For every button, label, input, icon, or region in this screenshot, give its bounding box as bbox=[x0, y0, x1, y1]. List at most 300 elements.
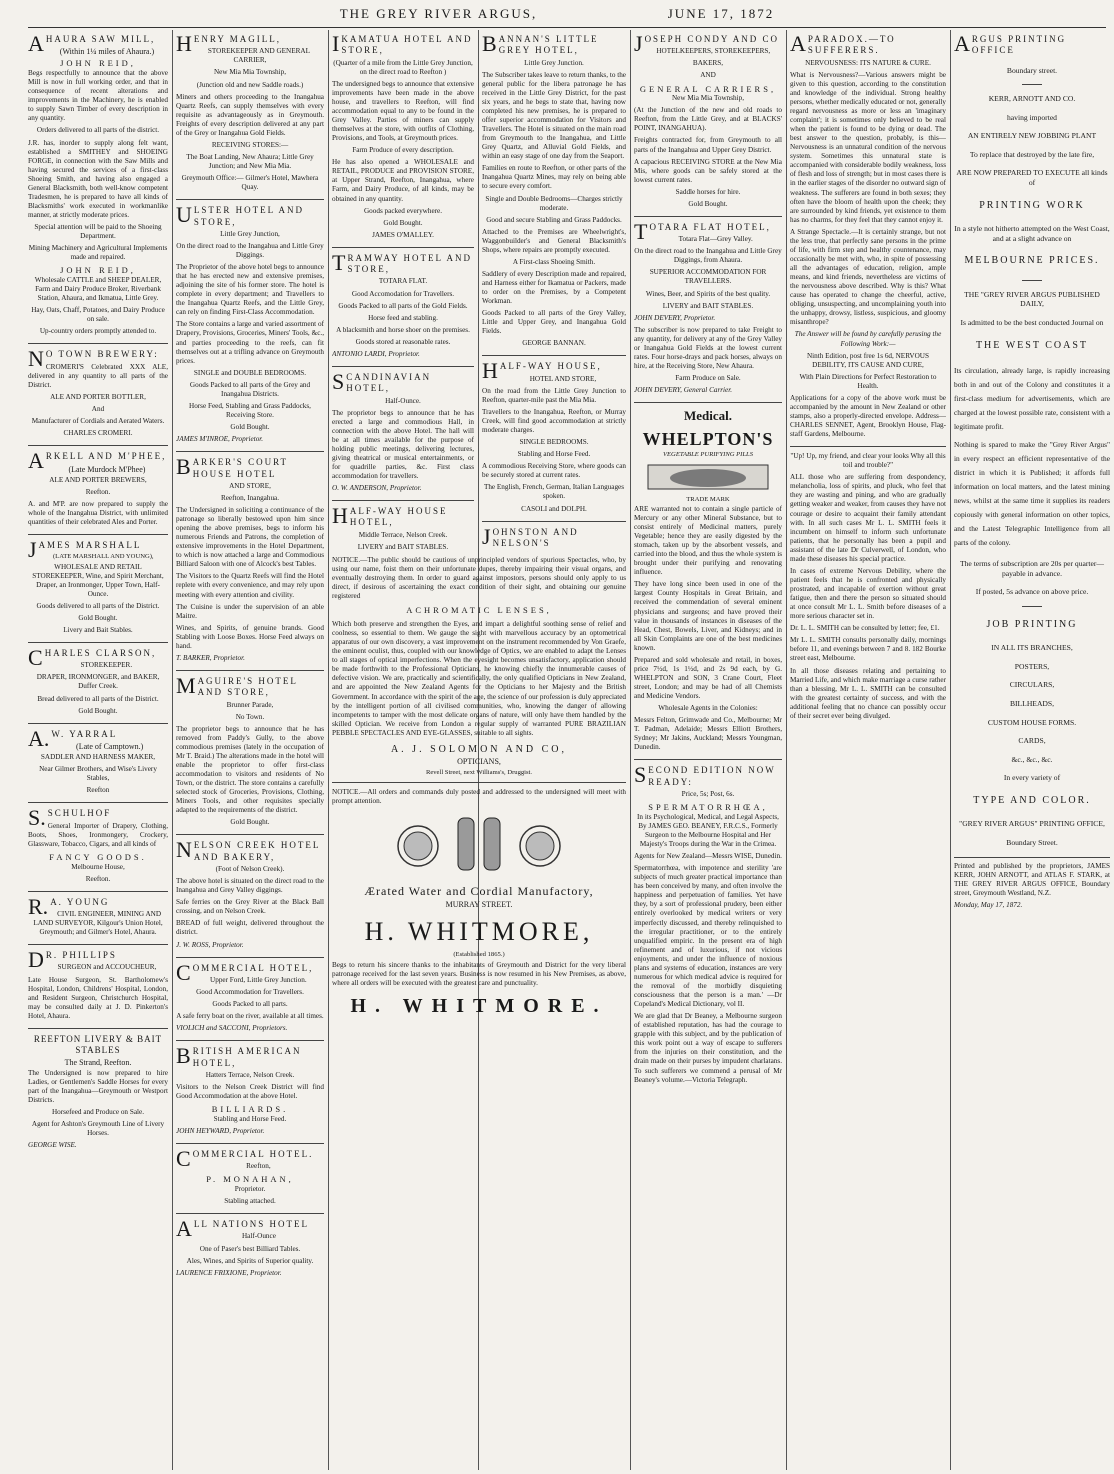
ad-phillips bbox=[28, 947, 168, 1029]
ad-body: Stabling and Horse Feed. bbox=[213, 1114, 287, 1123]
body-text: In a style not hitherto attempted on the West Coast, and at a slight advance on bbox=[954, 224, 1110, 243]
ad-ikamatua bbox=[332, 34, 474, 248]
ad-body: Miners and others proceeding to the Inangahua Quartz Reefs, can supply themselves with every requisite as advantageously as in Greymouth. Freights of every description delivered at any part of the Grey or Inangahua Gold Fields. bbox=[176, 92, 324, 137]
ad-body: Melbourne House, bbox=[71, 862, 125, 871]
ad-body: SINGLE BEDROOMS. bbox=[519, 438, 589, 447]
ad-body: Gold Bought. bbox=[688, 199, 728, 208]
ad-body: Wholesale Agents in the Colonies: bbox=[658, 704, 758, 713]
ad-name: P. MONAHAN, bbox=[206, 1174, 294, 1185]
divider bbox=[1022, 84, 1042, 85]
ad-body: Good Accomodation for Travellers. bbox=[351, 289, 455, 298]
ad-body: Goods Packed to all parts of the Grey and Inangahua Districts. bbox=[189, 380, 311, 398]
ad-body: Gold Bought. bbox=[383, 218, 423, 227]
body-text: Its circulation, already large, is rapidly increasing both in and out of the Colony and constitutes it a first-class medium for advertisements, which are charged at the lowest possible rate, consistent with a legitimate profit. bbox=[954, 366, 1110, 432]
ad-body: STOREKEEPER. bbox=[80, 661, 133, 670]
column-rule bbox=[786, 30, 787, 1470]
top-rule bbox=[28, 27, 1106, 28]
ad-body: Farm Produce on Sale. bbox=[675, 374, 741, 383]
ad-british-american bbox=[176, 1043, 324, 1144]
ad-body: LIVERY and BAIT STABLES. bbox=[662, 301, 754, 310]
ad-body: The Store contains a large and varied assortment of Drapery, Provisions, Groceries, Miners' Tools, &c., and parties proceeding to the reefs, can fit themselves out at a trifling advance on Greymouth prices. bbox=[176, 320, 324, 365]
ad-body: Gold Bought. bbox=[78, 706, 118, 715]
ad-heading: DR. PHILLIPS bbox=[28, 947, 117, 973]
ad-body: Visitors to the Nelson Creek District will find Good Accommodation at the above Hotel. bbox=[176, 1082, 324, 1100]
ad-body: Price, 5s; Post, 6s. bbox=[681, 790, 735, 799]
ad-body: Goods delivered to all parts of the District. bbox=[36, 601, 160, 610]
column-rule bbox=[630, 30, 631, 1470]
ad-heading: ACHROMATIC LENSES, bbox=[406, 605, 552, 616]
column-3 bbox=[332, 32, 474, 552]
ad-marshall bbox=[28, 536, 168, 643]
ad-body: NOTICE.—The public should be cautious of unprincipled vendors of spurious Spectacles, who, by using our name, foist them on their unfortunate dupes, thereby impairing their visual organs, and eventually destroying them. In order to guard against impostors, persons should only apply to us direct, if desirous of ascertaining the exact condition of their sight, and obtaining our genuine registered bbox=[332, 556, 626, 601]
ad-body: ALL those who are suffering from despondency, melancholia, loss of spirits, and pluck, who feel that they are wasting and pining, and who are gradually getting weaker and weaker, from causes they have not courage or desire to acquaint their family attendant with. In all such cases Mr L. L. SMITH feels it incumbent on himself to inform such unfortunate patients, that he personally has been a pupil and assistant of the late Dr Culverwell, of London, who made these diseases his special practice. bbox=[790, 473, 946, 563]
ad-heading: A.W. YARRAL bbox=[28, 725, 118, 751]
ad-body: With Plain Directions for Perfect Restoration to Health. bbox=[799, 372, 937, 390]
ad-body: SURGEON and ACCOUCHEUR, bbox=[57, 963, 157, 972]
ad-body: Ales, Wines, and Spirits of Superior quality. bbox=[186, 1256, 314, 1265]
office-street: Boundary Street. bbox=[1006, 837, 1058, 847]
ad-heading: NELSON CREEK HOTEL AND BAKERY, bbox=[176, 837, 321, 863]
ad-paradox bbox=[790, 34, 946, 447]
section-title-medical: Medical. bbox=[683, 408, 732, 424]
daily-title: THE "GREY RIVER ARGUS PUBLISHED DAILY, bbox=[964, 289, 1100, 309]
ad-ulster bbox=[176, 202, 324, 452]
ad-heading: COMMERCIAL HOTEL. bbox=[176, 1145, 314, 1171]
ad-name: FANCY GOODS. bbox=[49, 851, 147, 862]
heading-melbourne-prices: MELBOURNE PRICES. bbox=[964, 255, 1100, 267]
ad-heading: AHAURA SAW MILL, bbox=[28, 32, 156, 56]
column-1 bbox=[28, 32, 168, 1468]
ad-half-way-house bbox=[332, 503, 474, 552]
ad-body: Reefton. bbox=[85, 874, 111, 883]
ad-subtitle: (Late Murdock M'Phee) bbox=[68, 464, 146, 474]
ad-signature: T. BARKER, Proprietor. bbox=[176, 653, 245, 662]
ad-body: WHOLESALE AND RETAIL STOREKEEPER, Wine, and Spirit Merchant, Draper, an Ironmonger, Upper Town, Half-Ounce. bbox=[32, 562, 164, 598]
body-text: The terms of subscription are 20s per quarter—payable in advance. bbox=[959, 559, 1105, 578]
ad-body: Horsefeed and Produce on Sale. bbox=[51, 1107, 144, 1116]
ad-body: A Strange Spectacle.—It is certainly strange, but not the less true, that perfectly sane persons in the prime of life, with firm step and healthy countenance, may occasionally be met with, who, in spite of possessing all the advantages of education, religion, ample means, and kind friends, nevertheless are victims of the nervousness above described. Why is this? What cause has operated to change the cheerful, active, obliging, unsuspecting, and uncomplaining youth into the unhappy, drowsy, listless, suspicious, and gloomy misanthrope? bbox=[790, 227, 946, 327]
ad-body: (Foot of Nelson Creek). bbox=[215, 865, 285, 874]
ad-heading: HALF-WAY HOUSE HOTEL, bbox=[332, 503, 448, 529]
ad-bannan bbox=[482, 34, 626, 356]
column-rule bbox=[950, 30, 951, 1470]
ad-body: Up-country orders promptly attended to. bbox=[39, 327, 157, 336]
ad-body: New Mia Mia Township, bbox=[671, 94, 745, 103]
ad-body: Good Accommodation for Travellers. bbox=[196, 987, 304, 996]
ad-signature: JAMES M'INROE, Proprietor. bbox=[176, 435, 264, 444]
heading-printing-work: PRINTING WORK bbox=[979, 199, 1085, 211]
ad-body: AND STORE, bbox=[229, 481, 271, 490]
ad-name: A. J. SOLOMON AND CO, bbox=[390, 743, 568, 755]
ad-whelpton bbox=[634, 428, 782, 761]
ad-body: Single and Double Bedrooms—Charges strictly moderate. bbox=[485, 194, 623, 212]
ad-body: BREAD of full weight, delivered throughout the district. bbox=[176, 919, 324, 937]
ad-body: (Junction old and new Saddle roads.) bbox=[196, 80, 304, 89]
ad-body: BAKERS, bbox=[692, 59, 724, 68]
ad-body: In its Psychological, Medical, and Legal Aspects, By JAMES GEO. BEANEY, F.R.C.S., Formerly Surgeon to the Melbourne Hospital and Her Majesty's Troops during the War in the Crimea. bbox=[637, 812, 779, 849]
office-street: Boundary street. bbox=[1006, 65, 1058, 75]
ad-body: The Proprietor of the above hotel begs to announce that he has erected new and extensive premises, adjoining the site of his former store. The hotel is complete in every department; and Travellers to the Inangahua Quartz Reefs, and the Little Grey, can rely on finding First-Class Accommodation. bbox=[176, 263, 324, 317]
ad-body: Horse Feed, Stabling and Grass Paddocks, Receiving Store. bbox=[189, 401, 311, 419]
ad-arkell bbox=[28, 448, 168, 535]
ad-body: The Boat Landing, New Ahaura; Little Grey Junction; and New Mia Mia. bbox=[186, 152, 314, 171]
ad-body: Which both preserve and strengthen the Eyes, and impart a delightful soothing sense of relief and coolness, so essential to them. We gauge the sight with marvellous accuracy by an optometrical apparatus of our own discovery, a vast improvement on the instrument recommended by Von Graefe, the eminent oculist, thus, coupled with our knowledge of Optics, we are enabled to adapt the Lenses to all stages of optical imperfections. When the eyesight becomes unsatisfactory, application should be made forthwith to the Professional Opticians, he knowing chiefly the innumerable causes of defective vision. We are, practically and scientifically, the only qualified Opticians in New Zealand, and are appointed the New Zealand Agents for the Opticians to her Majesty and the British Government. In accordance with the spirit of the age, the science of our profession is duly appreciated by the intelligent portion of all civilised communities, who, knowing the danger of allowing incompetents to tamper with the most delicate organs of nature, will only have them handled by the skilled Optician. We receive from London a regular supply of warranted PURE BRAZILIAN PEBBLE SPECTACLES AND EYE-GLASSES, suitable to all sights. bbox=[332, 620, 626, 737]
ad-body: (Quarter of a mile from the Little Grey Junction, on the direct road to Reefton ) bbox=[333, 58, 473, 76]
ad-name: JOHN REID, bbox=[60, 265, 136, 276]
service-item: POSTERS, bbox=[1014, 661, 1050, 671]
ad-body: Agents for New Zealand—Messrs WISE, Dunedin. bbox=[634, 852, 782, 861]
ad-body: Freights contracted for, from Greymouth to all parts of the Inangahua and Upper Grey District. bbox=[634, 136, 782, 154]
ad-body: Mr L. L. SMITH consults personally daily, mornings before 11, and evenings between 7 and 8. 182 Bourke street east, Melbourne. bbox=[790, 636, 946, 663]
ad-body: No Town. bbox=[235, 712, 265, 721]
ad-heading: BANNAN'S LITTLE GREY HOTEL, bbox=[482, 32, 599, 56]
ad-signature: CASOLI and DOLPH. bbox=[521, 504, 587, 513]
ad-body: The proprietor begs to announce that he has erected a large and commodious Hall, in connection with the above Hotel. The hall will be at all times available for the purpose of holding public meetings, delivering lectures, giving theatrical or musical entertainments, or for quadrille parties, &c. First class accommodation for travellers. bbox=[332, 408, 474, 481]
column-7 bbox=[954, 32, 1110, 1468]
ad-signature: O. W. ANDERSON, Proprietor. bbox=[332, 484, 422, 493]
ad-body: Hay, Oats, Chaff, Potatoes, and Dairy Produce on sale. bbox=[31, 306, 165, 324]
ad-signature: J. W. ROSS, Proprietor. bbox=[176, 940, 244, 949]
ad-body: STOREKEEPER AND GENERAL CARRIER, bbox=[207, 47, 310, 65]
ad-body: TOTARA FLAT. bbox=[378, 277, 428, 286]
ad-schulhof bbox=[28, 805, 168, 891]
body-text: Is admitted to be the best conducted Journal on bbox=[960, 318, 1104, 328]
ad-young bbox=[28, 893, 168, 946]
ad-half-way-hotel bbox=[482, 358, 626, 521]
ad-heading: JOSEPH CONDY AND CO bbox=[634, 32, 779, 56]
ad-body: We are glad that Dr Beaney, a Melbourne surgeon of established reputation, has had the courage to grapple with this subject, and by the publication of this work point out a way of escape to sufferers from the injuries on their constitution, and the drain made on their purses by impudent charlatans. To such sufferers we commend a perusal of Mr Beaney's volume.—Victoria Telegraph. bbox=[634, 1012, 782, 1084]
ad-heading: JAMES MARSHALL bbox=[28, 536, 142, 562]
ad-signature: GEORGE BANNAN. bbox=[522, 339, 586, 348]
ad-subtitle: VEGETABLE PURIFYING PILLS bbox=[663, 451, 753, 459]
ad-footer-name: H. WHITMORE. bbox=[350, 995, 608, 1018]
divider bbox=[954, 857, 1110, 858]
ad-body: Good and secure Stabling and Grass Paddocks. bbox=[486, 215, 622, 224]
office-heading: ARGUS PRINTING OFFICE bbox=[954, 32, 1067, 56]
ad-signature: JAMES O'MALLEY. bbox=[372, 230, 434, 239]
ad-heading: R.A. YOUNG bbox=[28, 893, 110, 919]
ad-body: Travellers to the Inangahua, Reefton, or Murray Creek, will find good accommodation at strictly moderate charges. bbox=[482, 407, 626, 435]
body-text: Nothing is spared to make the "Grey River Argus" in every respect an efficient representative of the district in which it is Published; it affords full information on local matters, and the latest mining news, whilst at the same time it supplies its readers copiously with general information on other topics, and the Latest Telegraphic Intelligence from all parts of the colony. bbox=[954, 439, 1110, 547]
ad-body: J.R. has, inorder to supply along felt want, established a SMITHEY and SHOEING FORGE, in connection with the Saw Mills and having secured the services of a first-class Shoeing Smith, and having also engaged a General Blacksmith, both well-know competent Tradesmen, he is prepared to have all kinds of Blacksmiths' work executed in workmanlike manner, at strictly moderate prices. bbox=[28, 138, 168, 220]
ad-body: Little Grey Junction. bbox=[524, 58, 584, 67]
ad-heading: JOHNSTON AND NELSON'S bbox=[482, 523, 579, 549]
ad-body: ALE AND PORTER BOTTLER, bbox=[50, 392, 146, 401]
centre-ads bbox=[332, 556, 626, 1468]
ad-nelson-creek bbox=[176, 837, 324, 957]
ad-heading: S.SCHULHOF bbox=[28, 805, 112, 831]
ad-all-nations bbox=[176, 1216, 324, 1285]
ad-totara-flat bbox=[634, 218, 782, 403]
ad-body: Totara Flat—Grey Valley. bbox=[678, 235, 753, 244]
body-text: To replace that destroyed by the late fire, bbox=[969, 149, 1095, 159]
ad-body: Greymouth Office:— Gilmer's Hotel, Mawhera Quay. bbox=[181, 174, 319, 192]
ad-whitmore bbox=[332, 788, 626, 1020]
column-2 bbox=[176, 32, 324, 1468]
ad-body: Families en route to Reefton, or other parts of the Inangahua Quartz Mines, may rely on being able to secure every comfort. bbox=[482, 164, 626, 191]
ad-body: Gold Bought. bbox=[78, 613, 118, 622]
ad-body: Half-Ounce. bbox=[385, 396, 421, 405]
ad-body: New Mia Mia Township, bbox=[213, 68, 287, 77]
ad-signature: JOHN DEVERY, Proprietor. bbox=[634, 313, 716, 322]
ad-heading: MAGUIRE'S HOTEL AND STORE, bbox=[176, 672, 298, 698]
ad-body: The undersigned begs to announce that extensive improvements have been made in the above house, and travellers to Reefton, will find accommodation equal to any to be found in the Grey Valley. Parties of miners can supply themselves at the store, with outfits of Clothing, Provisions, and Tools, at Greymouth prices. bbox=[332, 79, 474, 143]
ad-commercial-reefton bbox=[176, 1145, 324, 1214]
ad-heading: HALF-WAY HOUSE, bbox=[482, 358, 602, 384]
ad-body: HOTELKEEPERS, STOREKEEPERS, bbox=[656, 47, 771, 56]
service-item: &c., &c., &c. bbox=[1011, 754, 1053, 764]
ad-body: Proprietor. bbox=[234, 1184, 266, 1193]
ad-body: On the road from the Little Grey Junction to Reefton, quarter-mile past the Mia Mia. bbox=[482, 386, 626, 404]
column-rule bbox=[172, 30, 173, 1470]
ad-body: SINGLE and DOUBLE BEDROOMS. bbox=[193, 368, 307, 377]
ad-signature: VIOLICH and SACCONI, Proprietors. bbox=[176, 1024, 288, 1033]
ad-no-town-brewery bbox=[28, 346, 168, 446]
ad-name: JOHN REID, bbox=[60, 58, 136, 69]
body-text: IN ALL ITS BRANCHES, bbox=[991, 643, 1073, 653]
ad-condy bbox=[634, 34, 782, 217]
ad-body: The Answer will be found by carefully perusing the Following Work:— bbox=[794, 330, 942, 348]
ad-body: On the direct road to the Inangahua and Little Grey Diggings. bbox=[176, 241, 324, 259]
ad-ahaura-saw-mill bbox=[28, 34, 168, 344]
ad-signature: JOHN DEVERY, General Carrier. bbox=[634, 386, 733, 395]
ad-name: H. WHITMORE, bbox=[364, 917, 594, 947]
ad-body: One of Paser's best Billiard Tables. bbox=[199, 1244, 301, 1253]
service-item: CIRCULARS, bbox=[1009, 680, 1055, 690]
medals-illustration bbox=[394, 810, 564, 880]
masthead-date: JUNE 17, 1872 bbox=[667, 6, 775, 21]
ad-body: Reefton. bbox=[85, 487, 111, 496]
ad-body: On the direct road to the Inangahua and Little Grey Diggings, from Ahaura. bbox=[634, 247, 782, 265]
ad-body: Spermatorrhœa, with impotence and sterility 'are subjects of much greater practical importance than has been conceived by many, and often involve the happiness and perpetuation of families. Yet have they, by a sort of professional prudery, been either entirely overlooked by medical writers or very imperfectly discussed, and thereby relinquished to the irregular practitioner, or to the entirely unqualified empiric. In the present era of high refinement and of luxurious, if not vicious enjoyments, and under the influence of noxious plans and systems of education, instances are very numerous for which medical advice is required for the removal of the morbidly disquieting consciousness that the person is a man.' —Dr Copeland's Medical Dictionary, vol II. bbox=[634, 864, 782, 1009]
ad-body: Special attention will be paid to the Shoeing Department. bbox=[34, 223, 162, 241]
ad-body: Gold Bought. bbox=[230, 423, 270, 432]
ad-heading: APARADOX.—TO SUFFERERS. bbox=[790, 32, 896, 56]
ad-body: Prepared and sold wholesale and retail, in boxes, price 7½d, 1s 1½d, and 2s 9d each, by G. WHELPTON and SON, 3 Crane Court, Fleet street, London; and may be had of all Chemists and Medicine Vendors. bbox=[634, 655, 782, 701]
ad-subtitle: (Within 1¼ miles of Ahaura.) bbox=[59, 47, 155, 57]
ad-scandinavian bbox=[332, 368, 474, 501]
ad-body: What is Nervousness?—Various answers might be given to this question, according to the constitution and knowledge of the individual. Strong healthy persons, whether medically educated or not, generally regard nervousness as more or less an 'imaginary complaint'; it is sometimes only believed to be real when the patient is found to be dying or dead. The best answer to the question, probably, is this—Nervousness is an unnatural condition of the nervous system. Sometimes this unnatural state is accompanied with considerable bodily weakness, loss of flesh and loss of strength; but in most cases there is in the earlier stages of the disorder no outward sign of weakness. The sufferers are found in both sexes; they often have the bloom of health upon the cheek; they are surrounded by kind friends, yet existence to them has no charms, for they feel that they cannot enjoy it. bbox=[790, 70, 946, 224]
trademark-label: TRADE MARK bbox=[686, 495, 730, 503]
ad-spermatorrhoea bbox=[634, 762, 782, 1091]
ad-body: Saddle horses for hire. bbox=[675, 187, 741, 196]
heading-type-color: TYPE AND COLOR. bbox=[973, 794, 1091, 806]
ad-body: The Undersigned in soliciting a continuance of the patronage so liberally bestowed upon him since opening the above premises, begs to inform his numerous Friends and Patrons, the completion of extensive improvements in the Hotel Department, to which is now attached a large and Commodious Billiard Saloon with one of Alcock's best Tables. bbox=[176, 505, 324, 569]
ad-address: Revell Street, next Williams's, Druggist. bbox=[425, 768, 533, 776]
ad-body: Manufacturer of Cordials and Aerated Waters. bbox=[31, 417, 165, 426]
ad-body: The above hotel is situated on the direct road to the Inangahua and Grey Valley diggings. bbox=[176, 877, 324, 895]
masthead-title: THE GREY RIVER ARGUS, bbox=[339, 6, 538, 21]
bottle-icon bbox=[484, 818, 500, 870]
ad-body: The subscriber is now prepared to take Freight to any quantity, for delivery at any of the Grey Valley or Inangahua Gold Fields at the lowest current rates. Four horse-drays and pack horses, always on hire, at the Receiving Store, New Ahaura. bbox=[634, 325, 782, 370]
ad-solomon-opticians bbox=[332, 556, 626, 783]
ad-body: Safe ferries on the Grey River at the Black Ball crossing, and on Nelson Creek. bbox=[176, 898, 324, 916]
ad-name: GENERAL CARRIERS, bbox=[639, 83, 777, 94]
ad-body: The Undersigned is now prepared to hire Ladies, or Gentlemen's Saddle Horses for every part of the Inangahua—Greymouth or Westport Districts. bbox=[28, 1068, 168, 1104]
ad-name: BILLIARDS. bbox=[211, 1104, 289, 1115]
ad-subtitle: The Strand, Reefton. bbox=[64, 1057, 132, 1067]
ad-subtitle: MURRAY STREET. bbox=[445, 900, 513, 910]
ad-name: SPERMATORRHŒA, bbox=[648, 802, 768, 813]
ad-body: A blacksmith and horse shoer on the premises. bbox=[336, 325, 470, 334]
ad-heading: IKAMATUA HOTEL AND STORE, bbox=[332, 32, 473, 56]
ad-body: A safe ferry boat on the river, available at all times. bbox=[176, 1012, 324, 1021]
ad-body: Wines, Beer, and Spirits of the best quality. bbox=[645, 289, 771, 298]
body-text: having imported bbox=[1007, 112, 1057, 122]
ad-body: A First-class Shoeing Smith. bbox=[512, 257, 596, 266]
ad-body: Begs to return his sincere thanks to the inhabitants of Greymouth and District for the very liberal patronage received for the last seven years. Business is now resumed in his New Premises, as above, where all orders will be executed with the greatest care and punctuality. bbox=[332, 961, 626, 988]
body-text: ARE NOW PREPARED TO EXECUTE all kinds of bbox=[956, 168, 1108, 188]
ad-body: NOTICE.—All orders and commands duly posted and addressed to the undersigned will meet with prompt attention. bbox=[332, 787, 626, 805]
ad-body: General Importer of Drapery, Clothing, Boots, Shoes, Ironmongery, Crockery, Glassware, Tobacco, Cigars, and all kinds of bbox=[28, 821, 168, 848]
ad-body: Saddlery of every Description made and repaired, and Harness either for Ikamatua or Packers, made to order on the Premises, by a Competent Workman. bbox=[482, 269, 626, 306]
ad-body: Attached to the Premises are Wheelwright's, Waggonbuilder's and General Blacksmith's Shops, where repairs are promptly executed. bbox=[482, 227, 626, 254]
heading-west-coast: THE WEST COAST bbox=[975, 339, 1089, 351]
ad-signature: JOHN HEYWARD, Proprietor. bbox=[176, 1126, 265, 1135]
ad-body: A. and M'P. are now prepared to supply the whole of the Inangahua District, with unlimited quantities of their celebrated Ales and Porter. bbox=[28, 499, 168, 526]
ad-body: SUPERIOR ACCOMMODATION FOR TRAVELLERS. bbox=[649, 268, 767, 286]
ad-heading: CHARLES CLARSON, bbox=[28, 644, 157, 670]
ad-body: Little Grey Junction, bbox=[220, 229, 280, 238]
ad-body: Bread delivered to all parts of the District. bbox=[37, 694, 159, 703]
ad-clarson bbox=[28, 644, 168, 724]
ad-body: Mining Machinery and Agricultural Implements made and repaired. bbox=[28, 244, 168, 262]
ad-body: Agent for Ashton's Greymouth Line of Livery Horses. bbox=[31, 1119, 165, 1137]
ad-body: Middle Terrace, Nelson Creek. bbox=[358, 530, 448, 539]
ad-body: Farm Produce of every description. bbox=[352, 146, 454, 155]
ad-signature: GEORGE WISE. bbox=[28, 1141, 77, 1150]
ad-body: Reefton bbox=[86, 786, 110, 795]
ad-body: In cases of extreme Nervous Debility, where the patient feels that he is confronted and physically prostrated, and incapable of exertion without great fatigue, then and there the person so situated should at once consult Mr L. L. Smith before diseases of a more serious character set in. bbox=[790, 566, 946, 621]
ad-body: Gold Bought. bbox=[230, 818, 270, 827]
ad-body: Goods Packed to all parts of the Gold Fields. bbox=[338, 301, 468, 310]
ad-quote: "Up! Up, my friend, and clear your looks Why all this toil and trouble?" bbox=[790, 452, 946, 470]
ad-heading: ARKELL AND M'PHEE, bbox=[28, 448, 167, 474]
ad-signature: CHARLES CROMERI. bbox=[63, 429, 133, 438]
ad-maguire bbox=[176, 672, 324, 835]
column-5 bbox=[634, 32, 782, 1468]
ad-body: Dr. L. L. SMITH can be consulted by letter; fee, £1. bbox=[790, 624, 940, 633]
ad-body: ARE warranted not to contain a single particle of Mercury or any other Mineral Substance, but to consist entirely of Medicinal matters, purely Vegetable; hence they are easily digested by the stomach, taken up by the absorbent vessels, and carried into the blood, and thus the whole system is brought under their purifying and renovating influence. bbox=[634, 504, 782, 577]
ad-tramway bbox=[332, 249, 474, 367]
lion-trademark-icon bbox=[638, 461, 778, 495]
ad-heading: SECOND EDITION NOW READY: bbox=[634, 762, 776, 788]
ad-body: In all those diseases relating and pertaining to Married Life, and which make marriage a curse rather than a blessing, Mr L. L. SMITH can be consulted with the greatest certainty of success, and with the additional feeling that no chance can possibly occur of their secret ever being divulged. bbox=[790, 666, 946, 720]
heading-job-printing: JOB PRINTING bbox=[986, 618, 1078, 630]
masthead bbox=[0, 6, 1114, 24]
ad-yarral bbox=[28, 725, 168, 804]
ad-body: Brunner Parade, bbox=[226, 700, 274, 709]
ad-body: CIVIL ENGINEER, MINING AND LAND SURVEYOR, Kilgour's Union Hotel, Greymouth; and Gilmer's Hotel, Ahaura. bbox=[33, 909, 163, 937]
column-6 bbox=[790, 32, 946, 1468]
ad-body: Stabling and Horse Feed. bbox=[517, 450, 591, 459]
ad-heading: BARKER'S COURT HOUSE HOTEL bbox=[176, 454, 288, 480]
ad-magill bbox=[176, 34, 324, 200]
service-item: CUSTOM HOUSE FORMS. bbox=[987, 717, 1077, 727]
ad-body: Wines, and Spirits, of genuine brands. Good Stabling with Loose Boxes. Horse Feed always on hand. bbox=[176, 623, 324, 650]
body-text: AN ENTIRELY NEW JOBBING PLANT bbox=[967, 131, 1097, 141]
divider bbox=[1022, 280, 1042, 281]
service-item: BILLHEADS, bbox=[1009, 698, 1055, 708]
ad-body: The Cuisine is under the supervision of an able Maitre. bbox=[176, 602, 324, 620]
body-text: If posted, 5s advance on above price. bbox=[975, 587, 1089, 597]
ad-body: Goods Packed to all parts of the Grey Valley, Little and Upper Grey, and Inangahua Gold Fields. bbox=[482, 309, 626, 336]
ad-body: Upper Ford, Little Grey Junction. bbox=[210, 975, 307, 984]
ad-body: Horse feed and stabling. bbox=[368, 313, 438, 322]
ad-body: The proprietor begs to announce that he has removed from Paddy's Gully, to the above commodious premises (lately in the occupation of Mr T. Braid.) The alterations made in the hotel will enable the proprietor to offer first-class accommodation to visitors and residents of No Town, or the district. The store contains a carefully selected stock of Groceries, Provisions, Clothing, Miners Tools, and other requisites specially adapted to the requirements of the district. bbox=[176, 724, 324, 815]
ad-body: Messrs Felton, Grimwade and Co., Melbourne; Mr T. Padman, Adelaide; Messrs Elliott Brothers, Sydney; Mr Jakins, Auckland; Messrs Youngman, Dunedin. bbox=[634, 716, 782, 752]
ad-body: The Visitors to the Quartz Reefs will find the Hotel replete with every convenience, and may rely upon meeting with every attention and civility. bbox=[176, 572, 324, 599]
ad-body: A capacious RECEIVING STORE at the New Mia Mis, where goods can be safely stored at the lowest current rates. bbox=[634, 157, 782, 184]
ad-reefton-livery bbox=[28, 1034, 168, 1157]
ad-body: Applications for a copy of the above work must be accompanied by the amount in New Zealand or other stamps, also a properly-directed envelope. Address—CHARLES SENNET, Agent, Brooklyn House, Flag-staff Gardens, Melbourne. bbox=[790, 393, 946, 439]
ad-body: Hatters Terrace, Nelson Creek. bbox=[205, 1070, 295, 1079]
divider bbox=[1022, 606, 1042, 607]
ad-johnston-nelson bbox=[482, 523, 626, 552]
ad-subtitle: NERVOUSNESS: ITS NATURE & CURE. bbox=[805, 58, 931, 67]
medal-icon bbox=[404, 832, 432, 860]
ad-body: Ninth Edition, post free 1s 6d, NERVOUS DEBILITY, ITS CAUSE AND CURE, bbox=[806, 351, 929, 369]
ad-body: SADDLER AND HARNESS MAKER, bbox=[40, 753, 156, 762]
ad-body: Goods packed everywhere. bbox=[363, 206, 443, 215]
ad-body: CROMERI'S Celebrated XXX ALE, delivered in any quantity to all parts of the District. bbox=[28, 362, 168, 389]
ad-subtitle: (Late of Camptown.) bbox=[76, 741, 144, 751]
ad-heading: HENRY MAGILL, bbox=[176, 32, 282, 56]
ad-body: Stabling attached. bbox=[224, 1197, 276, 1206]
ad-body: They have long since been used in one of the largest County Hospitals in Great Britain, and received the commendation of several eminent physicians and surgeons; and have proved their value in thousands of instances in diseases of the Head, Chest, Bowels, Liver, and Kidneys; and in all Skin Complaints are one of the best medicines known. bbox=[634, 580, 782, 652]
column-4 bbox=[482, 32, 626, 552]
imprint: Printed and published by the proprietors, JAMES KERR, JOHN ARNOTT, and ATLAS F. STARK, at THE GREY RIVER ARGUS OFFICE, Boundary street, Greymouth Westland, N.Z. bbox=[954, 861, 1110, 897]
bottle-icon bbox=[458, 818, 474, 870]
ad-body: Near Gilmer Brothers, and Wise's Livery Stables, bbox=[39, 765, 157, 783]
proprietors: KERR, ARNOTT AND CO. bbox=[988, 94, 1076, 104]
ad-smith bbox=[790, 452, 946, 728]
ad-subtitle: (LATE MARSHALL AND YOUNG), bbox=[52, 553, 154, 561]
ad-body: The English, French, German, Italian Languages spoken. bbox=[483, 483, 625, 501]
ad-heading: WHELPTON'S bbox=[642, 428, 774, 449]
ad-body: He has also opened a WHOLESALE and RETAIL, PRODUCE and PROVISION STORE, at Upper Strand, Reefton, Inangahua, where Farm, and Dairy Produce, of all kinds, may be obtained in any quantity. bbox=[332, 158, 474, 203]
ad-established: (Established 1865.) bbox=[453, 950, 505, 958]
ad-heading: NO TOWN BREWERY: bbox=[28, 346, 159, 372]
ad-signature: ANTONIO LARDI, Proprietor. bbox=[332, 349, 420, 358]
ad-body: The Subscriber takes leave to return thanks, to the general public for the libera patronage he has received in the Little Grey District, for the past six years, and he begs to state that, having now completed his new premises, he is prepared to offer superior accommodation for Visitors and Travellers. The Hotel is situated on the main road from Greymouth to the Inangahua, and Little Grey Quartz, and Alluvial Gold Fields, and within an easy stage of one day from the Seaport. bbox=[482, 70, 626, 161]
ad-body: Half-Ounce bbox=[241, 1232, 276, 1241]
ad-body: Reefton, bbox=[246, 1162, 271, 1171]
ad-heading: ULSTER HOTEL AND STORE, bbox=[176, 202, 305, 228]
ad-barker bbox=[176, 454, 324, 671]
column-rule bbox=[328, 30, 329, 1470]
ad-body: A commodious Receiving Store, where goods can be securely stored at current rates. bbox=[482, 462, 626, 480]
service-item: CARDS, bbox=[1018, 736, 1046, 746]
ad-body: RECEIVING STORES:— bbox=[211, 140, 289, 149]
ad-heading: ALL NATIONS HOTEL bbox=[176, 1216, 310, 1242]
ad-body: Late House Surgeon, St. Bartholomew's Hospital, London, Childrens' Hospital, London, and Resident Surgeon, Christchurch Hospital, may be consulted daily at J. D. Pinkerton's Hotel, Ahaura. bbox=[28, 975, 168, 1020]
ad-subtitle: OPTICIANS, bbox=[457, 757, 501, 767]
ad-heading: SCANDINAVIAN HOTEL, bbox=[332, 368, 432, 394]
ad-signature: LAURENCE FRIXIONE, Proprietor. bbox=[176, 1268, 282, 1277]
ad-body: DRAPER, IRONMONGER, and BAKER, Duffer Creek. bbox=[36, 673, 160, 691]
ad-body bbox=[482, 551, 626, 552]
office-name: "GREY RIVER ARGUS" PRINTING OFFICE, bbox=[959, 819, 1105, 829]
ad-body: Goods stored at reasonable rates. bbox=[355, 337, 451, 346]
ad-body: Livery and Bait Stables. bbox=[63, 625, 133, 634]
ad-commercial-hotel bbox=[176, 959, 324, 1042]
ad-body: Wholesale CATTLE and SHEEP DEALER, Farm and Dairy Produce Broker, Riverbank Station, Ahaura, and Ikmatua, Little Grey. bbox=[34, 276, 162, 303]
ad-body: Orders delivered to all parts of the district. bbox=[36, 126, 160, 135]
ad-body: Goods Packed to all parts. bbox=[212, 1000, 288, 1009]
ad-body: Begs respectfully to announce that the above Mill is now in full working order, and that in consequence of recent alterations and improvements in the Machinery, he is enabled to supply Sawn Timber of every description in any quantity. bbox=[28, 69, 168, 123]
body-text: In every variety of bbox=[1003, 773, 1061, 783]
